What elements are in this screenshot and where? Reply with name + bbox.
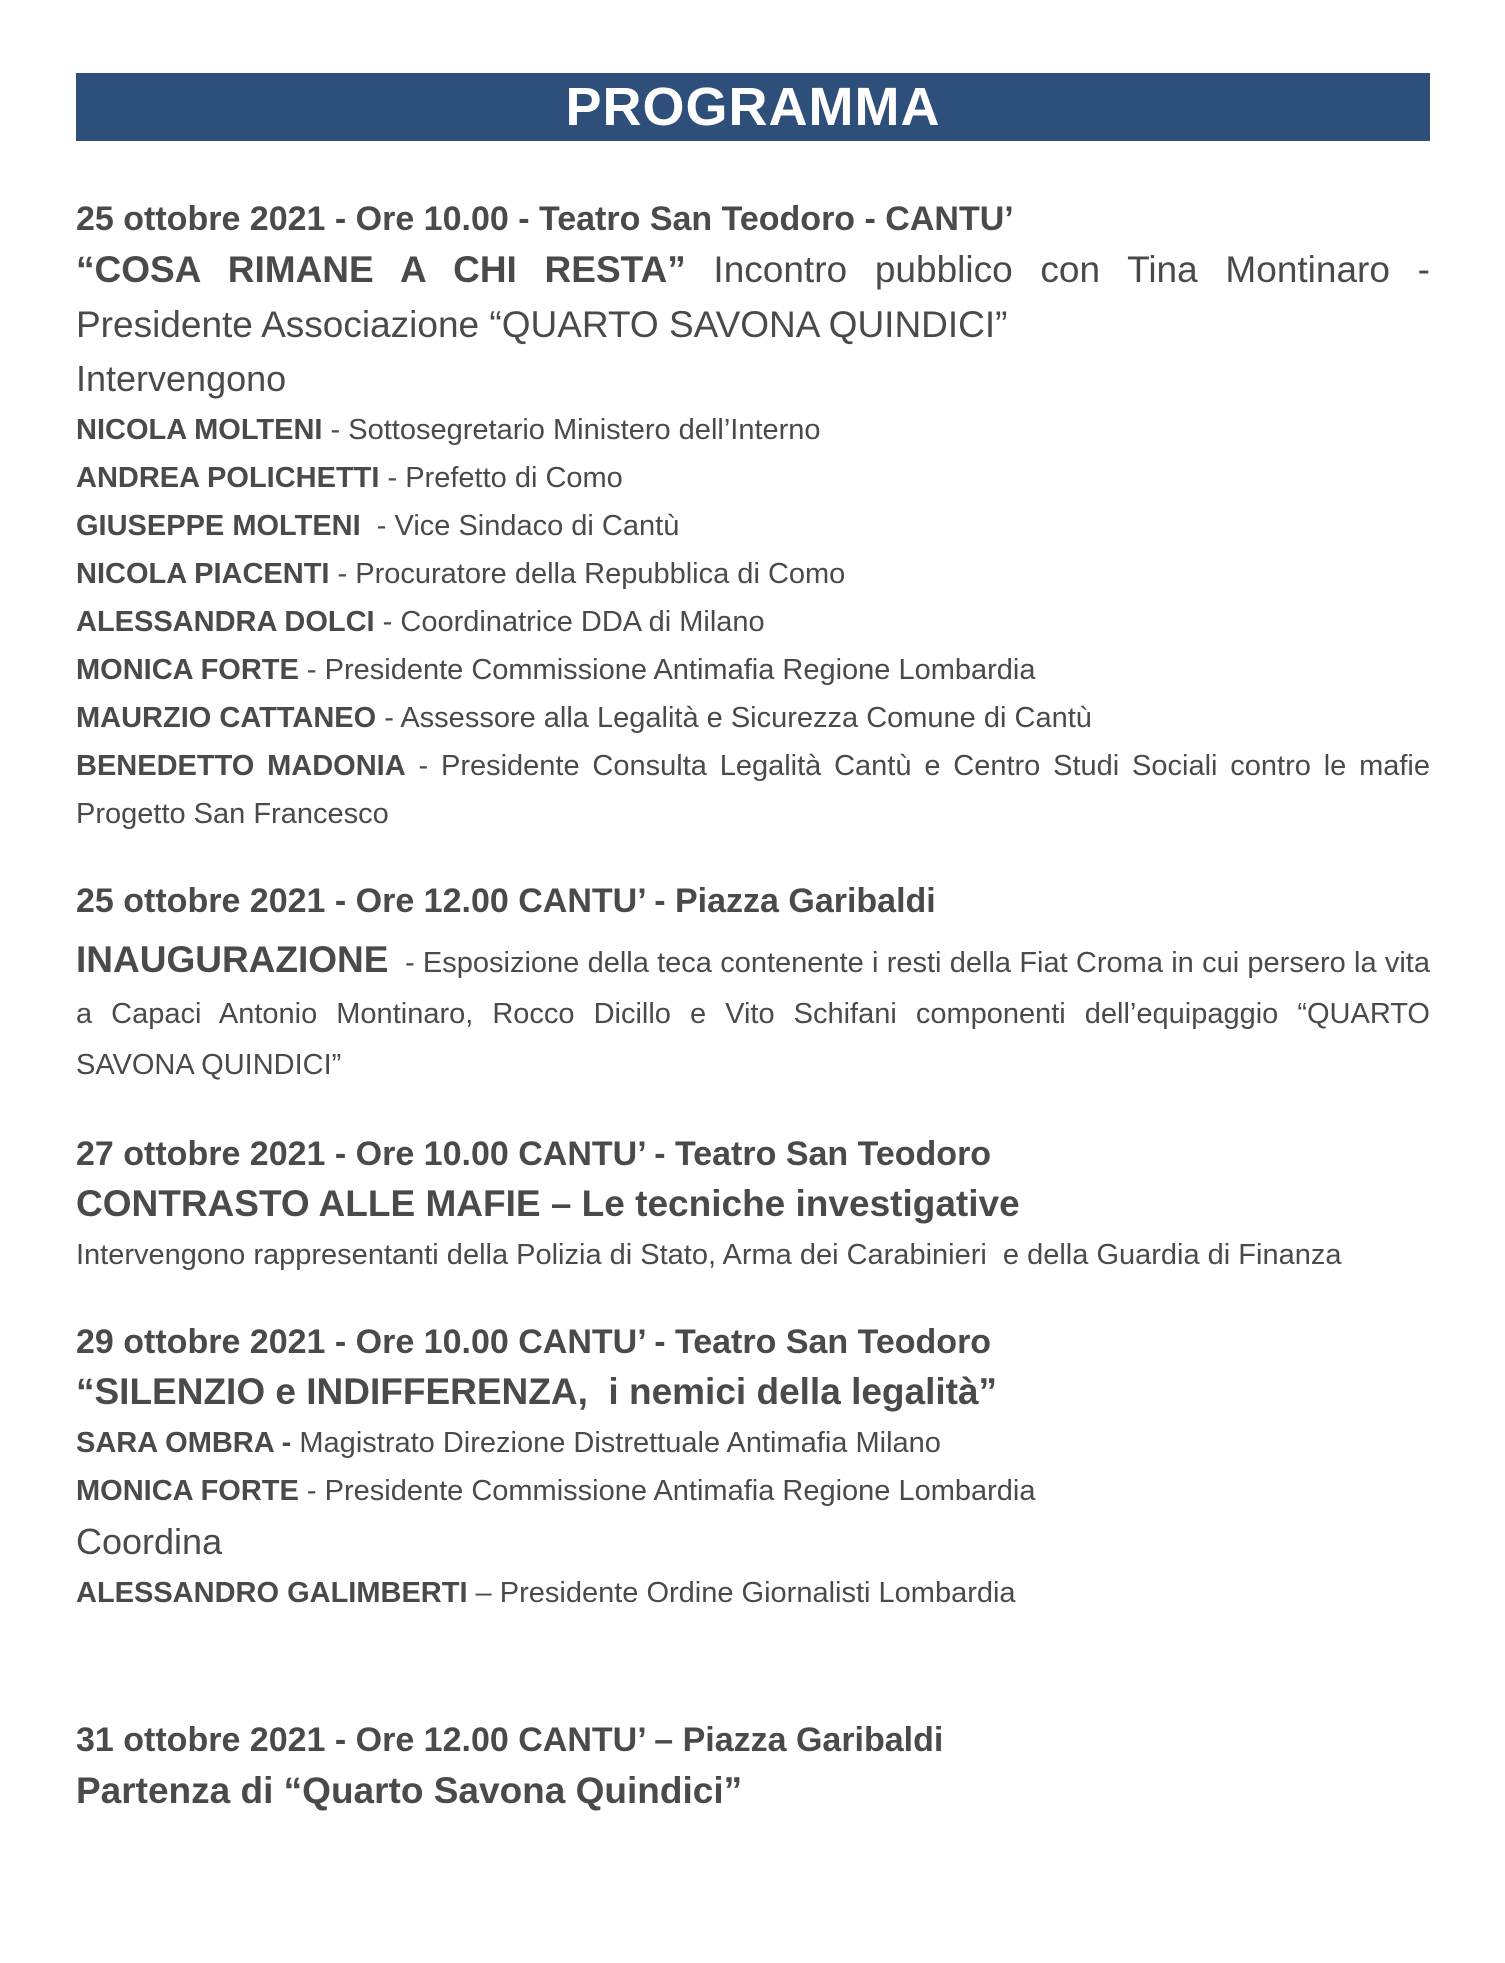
event-3-title: CONTRASTO ALLE MAFIE – Le tecniche investigative (76, 1183, 1020, 1224)
event-2-header: 25 ottobre 2021 - Ore 12.00 CANTU’ - Piazza Garibaldi (76, 882, 936, 920)
speaker-role: - Presidente Consulta Legalità Cantù e Centro Studi Sociali contro le mafie Progetto San Francesco (76, 750, 1430, 830)
event-4-coordina-label: Coordina (76, 1521, 223, 1562)
speaker-role: - Prefetto di Como (379, 462, 623, 494)
event-2-body (76, 934, 1439, 1091)
speaker-name: MONICA FORTE (76, 1475, 299, 1507)
speaker-role: - Presidente Commissione Antimafia Regione Lombardia (298, 654, 1036, 686)
speaker-row (76, 694, 1430, 742)
speaker-role: - Vice Sindaco di Cantù (360, 510, 680, 542)
speaker-name: MONICA FORTE (76, 654, 299, 686)
event-4 (76, 1319, 1430, 1617)
event-1-intervengono-label: Intervengono (76, 358, 287, 399)
event-5 (76, 1717, 1430, 1819)
event-3-description: Intervengono rappresentanti della Polizia di Stato, Arma dei Carabinieri e della Guardia di Finanza (76, 1239, 1342, 1271)
speaker-role: - Assessore alla Legalità e Sicurezza Comune di Cantù (376, 702, 1092, 734)
event-4-header: 29 ottobre 2021 - Ore 10.00 CANTU’ - Teatro San Teodoro (76, 1323, 992, 1361)
speaker-row (76, 646, 1430, 694)
speaker-name: MAURZIO CATTANEO (76, 702, 377, 734)
program-content (76, 196, 1439, 1819)
speaker-name: NICOLA MOLTENI (76, 414, 323, 446)
banner-title: PROGRAMMA (76, 73, 1430, 141)
event-5-header: 31 ottobre 2021 - Ore 12.00 CANTU’ – Piazza Garibaldi (76, 1721, 944, 1759)
event-2 (76, 878, 1439, 1091)
speaker-role: - Sottosegretario Ministero dell’Interno (322, 414, 821, 446)
speaker-row (76, 550, 1430, 598)
event-5-title: Partenza di “Quarto Savona Quindici” (76, 1770, 743, 1811)
event-4-title: “SILENZIO e INDIFFERENZA, i nemici della legalità” (76, 1371, 998, 1412)
speaker-row (76, 598, 1430, 646)
event-3 (76, 1131, 1430, 1279)
speaker-name: GIUSEPPE MOLTENI (76, 510, 361, 542)
event-1-title-rest-1: Incontro pubblico con Tina Montinaro - (685, 249, 1430, 290)
event-1-title-bold: “COSA RIMANE A CHI RESTA” (76, 249, 686, 290)
speaker-name: NICOLA PIACENTI (76, 558, 330, 590)
speaker-role: - Procuratore della Repubblica di Como (329, 558, 846, 590)
speaker-name: BENEDETTO MADONIA (76, 750, 406, 782)
speaker-name: SARA OMBRA - (76, 1427, 292, 1459)
speaker-row (76, 454, 1430, 502)
coordinator-name: ALESSANDRO GALIMBERTI (76, 1577, 468, 1609)
speaker-row (76, 1467, 1430, 1515)
event-2-title-bold: INAUGURAZIONE (76, 939, 389, 980)
coordinator-row (76, 1569, 1430, 1617)
coordinator-role: – Presidente Ordine Giornalisti Lombardia (467, 1577, 1016, 1609)
speaker-role: Magistrato Direzione Distrettuale Antimafia Milano (291, 1427, 941, 1459)
event-1-title-line1 (76, 242, 1430, 297)
event-1-header: 25 ottobre 2021 - Ore 10.00 - Teatro San Teodoro - CANTU’ (76, 200, 1014, 238)
speaker-role: - Coordinatrice DDA di Milano (374, 606, 765, 638)
speaker-row (76, 502, 1430, 550)
event-3-header: 27 ottobre 2021 - Ore 10.00 CANTU’ - Teatro San Teodoro (76, 1135, 992, 1173)
event-1-speaker-list (76, 406, 1430, 838)
speaker-row (76, 406, 1430, 454)
event-1 (76, 196, 1430, 838)
speaker-row (76, 1419, 1430, 1467)
event-1-title-line2: Presidente Associazione “QUARTO SAVONA QUINDICI” (76, 304, 1008, 345)
speaker-row (76, 742, 1430, 838)
event-2-description: - Esposizione della teca contenente i resti della Fiat Croma in cui persero la vita a Capaci Antonio Montinaro, Rocco Dicillo e Vito Schifani componenti dell’equipaggio “QUARTO SAVONA QUINDICI” (76, 947, 1439, 1081)
speaker-name: ANDREA POLICHETTI (76, 462, 380, 494)
speaker-name: ALESSANDRA DOLCI (76, 606, 375, 638)
speaker-role: - Presidente Commissione Antimafia Regione Lombardia (298, 1475, 1036, 1507)
